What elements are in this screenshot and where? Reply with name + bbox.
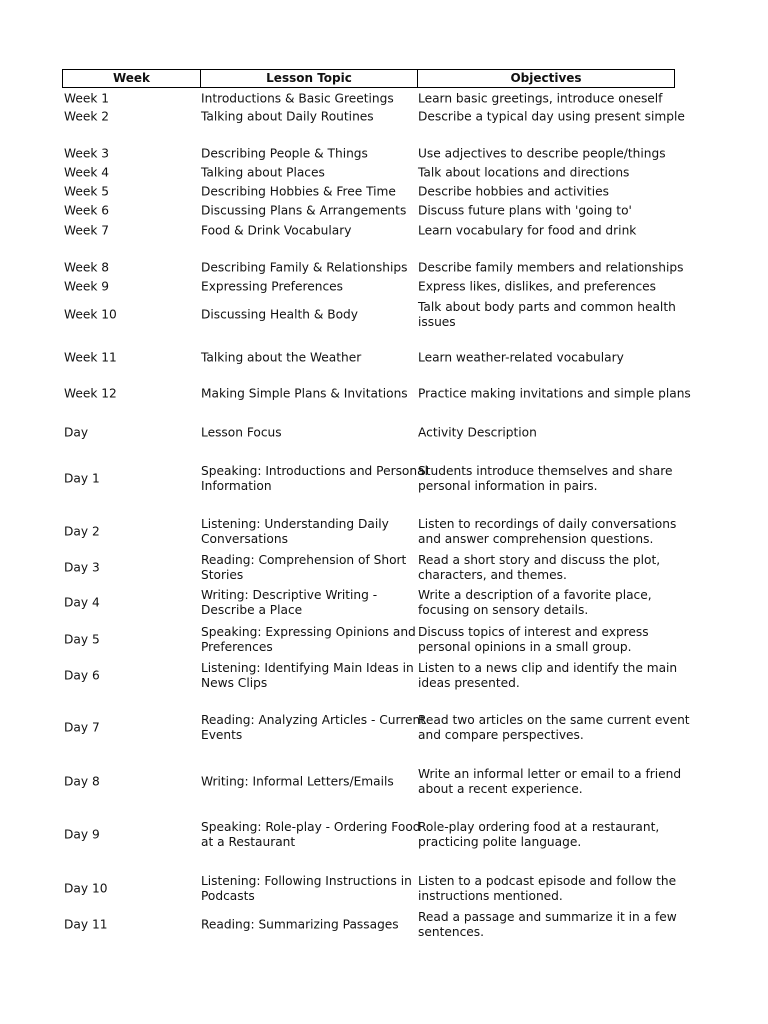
day-header-label: Day: [64, 425, 89, 440]
activity-description-cell-line: Students introduce themselves and share: [418, 464, 673, 478]
lesson-topic-cell-line: Describing Family & Relationships: [201, 260, 408, 275]
table-row: [0, 553, 768, 583]
lesson-topic-cell-line: Talking about the Weather: [201, 350, 362, 365]
activity-description-cell-line: sentences.: [418, 925, 484, 939]
objective-cell: [418, 224, 636, 239]
lesson-focus-header-label: Lesson Focus: [201, 425, 282, 440]
lesson-topic-cell-line: Food & Drink Vocabulary: [201, 223, 352, 238]
day-cell: Day 2: [64, 524, 100, 539]
lesson-focus-cell: [201, 713, 425, 743]
lesson-focus-cell-line: Preferences: [201, 640, 273, 654]
objective-cell-line: Learn basic greetings, introduce oneself: [418, 91, 663, 106]
week-cell: Week 7: [64, 223, 110, 238]
activity-description-cell-line: Role-play ordering food at a restaurant,: [418, 820, 660, 834]
objective-cell-line: Describe a typical day using present simple: [418, 109, 685, 124]
lesson-focus-cell-line: Listening: Understanding Daily: [201, 517, 389, 531]
lesson-focus-cell: [201, 588, 377, 618]
table-row: [0, 874, 768, 904]
activity-description-cell: [418, 713, 690, 743]
day-cell: Day 10: [64, 881, 108, 896]
activity-description-cell-line: and answer comprehension questions.: [418, 532, 654, 546]
activity-description-cell: [418, 661, 677, 691]
lesson-focus-cell-line: Events: [201, 728, 243, 742]
lesson-focus-cell-line: Writing: Informal Letters/Emails: [201, 774, 394, 789]
objective-cell: [418, 110, 685, 125]
week-cell: Week 6: [64, 203, 110, 218]
week-cell: Week 4: [64, 165, 110, 180]
week-cell: Week 11: [64, 350, 117, 365]
activity-description-cell-line: Write a description of a favorite place,: [418, 588, 652, 602]
week-cell: Week 9: [64, 279, 110, 294]
lesson-focus-cell-line: Listening: Identifying Main Ideas in: [201, 661, 414, 675]
lesson-focus-cell-line: Describe a Place: [201, 603, 303, 617]
activity-description-cell-line: Listen to a podcast episode and follow the: [418, 874, 677, 888]
objective-cell-line: issues: [418, 315, 456, 329]
activity-description-cell-line: Listen to a news clip and identify the main: [418, 661, 678, 675]
lesson-focus-cell-line: Reading: Comprehension of Short: [201, 553, 407, 567]
table-row: [0, 625, 768, 655]
activity-description-cell: [418, 464, 672, 494]
lesson-topic-cell-line: Discussing Plans & Arrangements: [201, 203, 407, 218]
objective-cell-line: Talk about locations and directions: [418, 165, 630, 180]
week-cell: Week 2: [64, 109, 110, 124]
activity-description-cell-line: Read a passage and summarize it in a few: [418, 910, 677, 924]
activity-description-cell-line: personal information in pairs.: [418, 479, 598, 493]
table-row: [0, 713, 768, 743]
activity-description-cell-line: practicing polite language.: [418, 835, 582, 849]
table-row: [0, 820, 768, 850]
lesson-focus-cell-line: Information: [201, 479, 272, 493]
activity-description-cell: [418, 553, 660, 583]
activity-description-cell: [418, 517, 676, 547]
day-cell: Day 8: [64, 774, 100, 789]
lesson-focus-cell-line: Podcasts: [201, 889, 255, 903]
objective-cell-line: Practice making invitations and simple plans: [418, 386, 691, 401]
lesson-focus-cell-line: at a Restaurant: [201, 835, 296, 849]
objective-cell: [418, 300, 676, 330]
objective-cell-line: Learn vocabulary for food and drink: [418, 223, 637, 238]
day-cell: Day 3: [64, 560, 100, 575]
objective-cell-line: Express likes, dislikes, and preferences: [418, 279, 656, 294]
activity-description-cell-line: focusing on sensory details.: [418, 603, 589, 617]
day-cell: Day 1: [64, 471, 100, 486]
lesson-topic-cell: [201, 280, 343, 295]
lesson-focus-cell-line: Listening: Following Instructions in: [201, 874, 412, 888]
week-cell: Week 5: [64, 184, 110, 199]
activity-description-cell-line: Write an informal letter or email to a friend: [418, 767, 682, 781]
lesson-focus-cell: [201, 918, 399, 933]
lesson-topic-cell: [201, 224, 351, 239]
objective-cell-line: Describe family members and relationships: [418, 260, 684, 275]
lesson-topic-cell: [201, 351, 361, 366]
lesson-focus-cell: [201, 661, 414, 691]
objective-cell-line: Talk about body parts and common health: [418, 300, 676, 314]
activity-description-cell: [418, 625, 649, 655]
objective-cell-line: Describe hobbies and activities: [418, 184, 609, 199]
table-row: [0, 661, 768, 691]
activity-description-cell: [418, 588, 652, 618]
lesson-focus-cell: [201, 874, 412, 904]
lesson-focus-cell-line: Conversations: [201, 532, 288, 546]
objective-cell-line: Discuss future plans with 'going to': [418, 203, 632, 218]
lesson-topic-cell: [201, 387, 408, 402]
activity-description-cell: [418, 874, 676, 904]
week-cell: Week 1: [64, 91, 110, 106]
objective-cell: [418, 351, 624, 366]
lesson-topic-cell-line: Making Simple Plans & Invitations: [201, 386, 408, 401]
day-cell: Day 6: [64, 668, 100, 683]
activity-description-cell-line: characters, and themes.: [418, 568, 567, 582]
lesson-focus-cell-line: Writing: Descriptive Writing -: [201, 588, 378, 602]
day-cell: Day 9: [64, 827, 100, 842]
lesson-focus-cell-line: Speaking: Introductions and Personal: [201, 464, 428, 478]
table-row: [0, 464, 768, 494]
lesson-topic-cell: [201, 110, 374, 125]
lesson-focus-cell-line: Reading: Summarizing Passages: [201, 917, 399, 932]
day-cell: Day 11: [64, 917, 108, 932]
lesson-focus-cell: [201, 553, 406, 583]
activity-description-cell-line: about a recent experience.: [418, 782, 583, 796]
lesson-topic-cell-line: Discussing Health & Body: [201, 307, 359, 322]
activity-description-cell: [418, 820, 659, 850]
table-row: [0, 517, 768, 547]
table-row: [0, 272, 768, 302]
activity-description-cell-line: and compare perspectives.: [418, 728, 584, 742]
lesson-topic-cell-line: Introductions & Basic Greetings: [201, 91, 394, 106]
lesson-topic-cell-line: Talking about Daily Routines: [201, 109, 374, 124]
lesson-topic-cell-line: Describing Hobbies & Free Time: [201, 184, 396, 199]
week-cell: Week 12: [64, 386, 117, 401]
objective-cell-line: Learn weather-related vocabulary: [418, 350, 624, 365]
table-row: [0, 216, 768, 246]
activity-description-header-label: Activity Description: [418, 425, 537, 440]
table-row: [0, 588, 768, 618]
day-cell: Day 7: [64, 720, 100, 735]
day-cell: Day 5: [64, 632, 100, 647]
activity-description-cell-line: Read a short story and discuss the plot,: [418, 553, 661, 567]
activity-description-cell: [418, 767, 681, 797]
lesson-focus-cell-line: Speaking: Role-play - Ordering Food: [201, 820, 421, 834]
table-row: [0, 102, 768, 132]
lesson-focus-cell: [201, 820, 421, 850]
lesson-focus-cell-line: Reading: Analyzing Articles - Current: [201, 713, 426, 727]
lesson-focus-cell-line: Speaking: Expressing Opinions and: [201, 625, 416, 639]
week-cell: Week 8: [64, 260, 110, 275]
lesson-topic-cell-line: Describing People & Things: [201, 146, 368, 161]
lesson-topic-cell-line: Talking about Places: [201, 165, 325, 180]
table-row: [0, 910, 768, 940]
objective-cell: [418, 387, 691, 402]
table-row: [0, 300, 768, 330]
activity-description-cell-line: Listen to recordings of daily conversations: [418, 517, 677, 531]
activity-description-cell-line: instructions mentioned.: [418, 889, 563, 903]
table-row: [0, 343, 768, 373]
table-row: [0, 767, 768, 797]
day-cell: Day 4: [64, 595, 100, 610]
lesson-focus-cell: [201, 517, 389, 547]
activity-description-cell-line: ideas presented.: [418, 676, 520, 690]
header-week: Week: [63, 70, 201, 87]
header-objectives: Objectives: [510, 71, 582, 85]
lesson-topic-cell-line: Expressing Preferences: [201, 279, 343, 294]
activity-description-cell-line: personal opinions in a small group.: [418, 640, 632, 654]
week-cell: Week 3: [64, 146, 110, 161]
header-lesson-topic: Lesson Topic: [201, 70, 418, 87]
activity-description-cell: [418, 910, 677, 940]
week-cell: Week 10: [64, 307, 117, 322]
objective-cell-line: Use adjectives to describe people/things: [418, 146, 666, 161]
lesson-focus-cell: [201, 775, 394, 790]
lesson-focus-cell: [201, 625, 416, 655]
activity-description-cell-line: Read two articles on the same current event: [418, 713, 690, 727]
objective-cell: [418, 280, 656, 295]
table-row: [0, 379, 768, 409]
lesson-focus-cell-line: Stories: [201, 568, 244, 582]
lesson-topic-cell: [201, 308, 358, 323]
day-section-header: [0, 418, 768, 448]
activity-description-cell-line: Discuss topics of interest and express: [418, 625, 649, 639]
lesson-focus-cell: [201, 464, 428, 494]
lesson-focus-cell-line: News Clips: [201, 676, 268, 690]
